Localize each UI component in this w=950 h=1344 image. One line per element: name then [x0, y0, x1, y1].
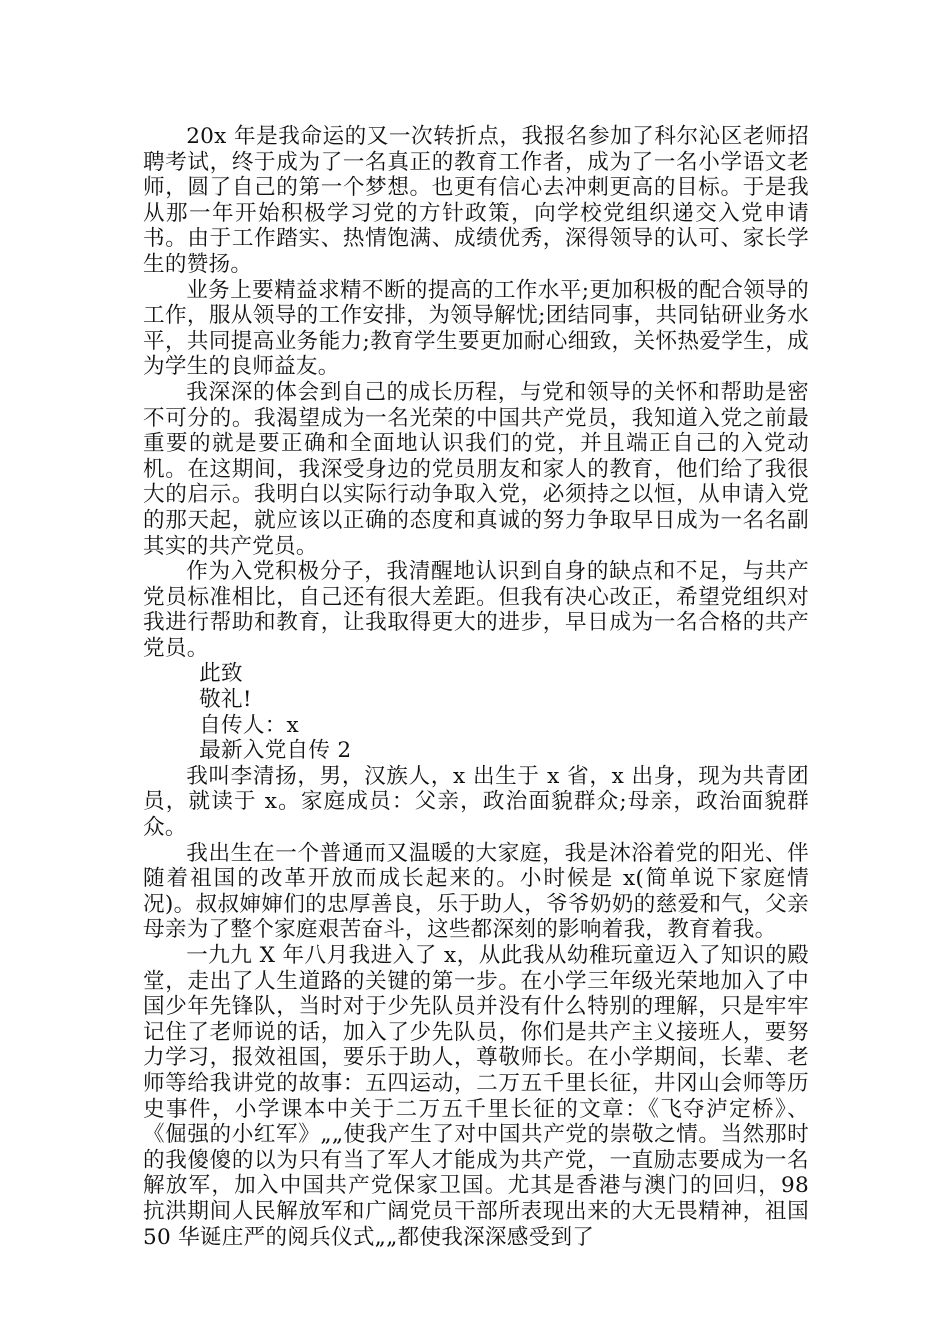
paragraph: 业务上要精益求精不断的提高的工作水平;更加积极的配合领导的工作，服从领导的工作安排，为领导解忧;团结同事，共同钻研业务水平，共同提高业务能力;教育学生要更加耐心细致，关怀热爱学生，成为学生的良师益友。 [143, 277, 809, 380]
salutation: 此致 [199, 661, 243, 687]
signature: 自传人：x [199, 712, 299, 738]
paragraph: 20x 年是我命运的又一次转折点，我报名参加了科尔沁区老师招聘考试，终于成为了一名真正的教育工作者，成为了一名小学语文老师，圆了自己的第一个梦想。也更有信心去冲刺更高的目标。于是我从那一年开始积极学习党的方针政策，向学校党组织递交入党申请书。由于工作踏实、热情饱满、成绩优秀，深得领导的认可、家长学生的赞扬。 [143, 124, 809, 277]
paragraph: 一九九 X 年八月我进入了 x，从此我从幼稚玩童迈入了知识的殿堂，走出了人生道路的关键的第一步。在小学三年级光荣地加入了中国少年先锋队，当时对于少先队员并没有什么特别的理解，只是牢牢记住了老师说的话，加入了少先队员，你们是共产主义接班人，要努力学习，报效祖国，要乐于助人，尊敬师长。在小学期间，长辈、老师等给我讲党的故事：五四运动，二万五千里长征，井冈山会师等历史事件，小学课本中关于二万五千里长征的文章：《飞夺泸定桥》、《倔强的小红军》„„使我产生了对中国共产党的崇敬之情。当然那时的我傻傻的以为只有当了军人才能成为共产党，一直励志要成为一名解放军，加入中国共产党保家卫国。尤其是香港与澳门的回归，98 抗洪期间人民解放军和广阔党员干部所表现出来的大无畏精神，祖国 50 华诞庄严的阅兵仪式„„都使我深深感受到了 [143, 943, 809, 1250]
section-title: 最新入党自传 2 [199, 738, 352, 764]
regards: 敬礼! [199, 687, 252, 713]
paragraph: 作为入党积极分子，我清醒地认识到自身的缺点和不足，与共产党员标准相比，自己还有很大差距。但我有决心改正，希望党组织对我进行帮助和教育，让我取得更大的进步，早日成为一名合格的共产党员。 [143, 559, 809, 661]
paragraph: 我叫李清扬，男，汉族人，x 出生于 x 省，x 出身，现为共青团员，就读于 x。家庭成员：父亲，政治面貌群众;母亲，政治面貌群众。 [143, 763, 809, 841]
paragraph: 我深深的体会到自己的成长历程，与党和领导的关怀和帮助是密不可分的。我渴望成为一名光荣的中国共产党员，我知道入党之前最重要的就是要正确和全面地认识我们的党，并且端正自己的入党动机。在这期间，我深受身边的党员朋友和家人的教育，他们给了我很大的启示。我明白以实际行动争取入党，必须持之以恒，从申请入党的那天起，就应该以正确的态度和真诚的努力争取早日成为一名名副其实的共产党员。 [143, 379, 809, 559]
paragraph: 我出生在一个普通而又温暖的大家庭，我是沐浴着党的阳光、伴随着祖国的改革开放而成长起来的。小时候是 x(简单说下家庭情况)。叔叔婶婶们的忠厚善良，乐于助人，爷爷奶奶的慈爱和气，父亲母亲为了整个家庭艰苦奋斗，这些都深刻的影响着我，教育着我。 [143, 840, 809, 943]
document-body [143, 124, 809, 1250]
